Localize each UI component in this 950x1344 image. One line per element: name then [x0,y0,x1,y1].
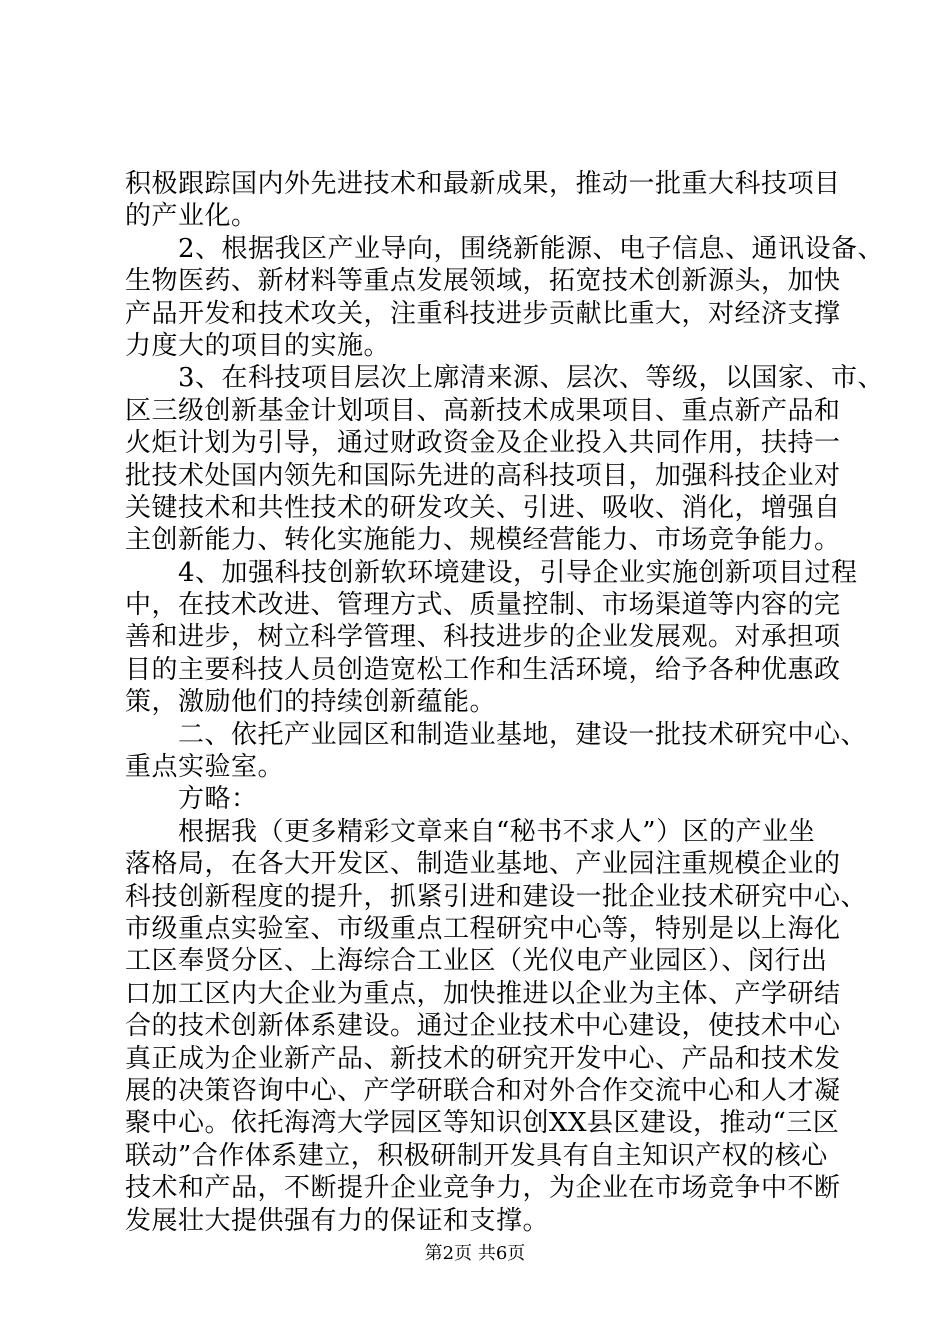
text-line: 中，在技术改进、管理方式、质量控制、市场渠道等内容的完 [125,590,841,621]
text-line: 重点实验室。 [125,752,285,783]
text-line: 的产业化。 [125,201,258,232]
text-line: 善和进步，树立科学管理、科技进步的企业发展观。对承担项 [125,622,841,653]
text-line: 市级重点实验室、市级重点工程研究中心等，特别是以上海化 [125,913,841,944]
text-line: 落格局，在各大开发区、制造业基地、产业园注重规模企业的 [125,849,841,880]
text-line: 工区奉贤分区、上海综合工业区（光仪电产业园区）、闵行出 [125,946,828,977]
text-line: 生物医药、新材料等重点发展领域，拓宽技术创新源头，加快 [125,266,841,297]
text-line: 4、加强科技创新软环境建设，引导企业实施创新项目过程 [125,557,858,588]
text-line: 2、根据我区产业导向，围绕新能源、电子信息、通讯设备、 [125,233,885,264]
text-line: 目的主要科技人员创造宽松工作和生活环境，给予各种优惠政 [125,654,841,685]
text-line: 区三级创新基金计划项目、高新技术成果项目、重点新产品和 [125,395,841,426]
page-number: 第2页 共6页 [424,1243,526,1264]
text-line: 火炬计划为引导，通过财政资金及企业投入共同作用，扶持一 [125,428,841,459]
text-line: 策，激励他们的持续创新蕴能。 [125,687,497,718]
text-line: 技术和产品，不断提升企业竞争力，为企业在市场竞争中不断 [125,1173,841,1204]
text-line: 产品开发和技术攻关，注重科技进步贡献比重大，对经济支撑 [125,298,841,329]
text-line: 科技创新程度的提升，抓紧引进和建设一批企业技术研究中心、 [125,881,868,912]
text-line: 联动”合作体系建立，积极研制开发具有自主知识产权的核心 [125,1140,828,1171]
text-line: 口加工区内大企业为重点，加快推进以企业为主体、产学研结 [125,978,841,1009]
text-line: 根据我（更多精彩文章来自“秘书不求人”）区的产业坐 [125,816,816,847]
text-line: 聚中心。依托海湾大学园区等知识创XX县区建设，推动“三区 [125,1108,840,1139]
text-line: 合的技术创新体系建设。通过企业技术中心建设，使技术中心 [125,1011,841,1042]
document-body [125,168,885,1237]
text-line: 主创新能力、转化实施能力、规模经营能力、市场竞争能力。 [125,525,841,556]
text-line: 发展壮大提供强有力的保证和支撑。 [125,1205,550,1236]
text-line: 3、在科技项目层次上廓清来源、层次、等级，以国家、市、 [125,363,885,394]
text-line: 真正成为企业新产品、新技术的研究开发中心、产品和技术发 [125,1043,841,1074]
text-line: 二、依托产业园区和制造业基地，建设一批技术研究中心、 [125,719,868,750]
text-line: 展的决策咨询中心、产学研联合和对外合作交流中心和人才凝 [125,1075,841,1106]
text-line: 方略： [125,784,258,815]
text-line: 批技术处国内领先和国际先进的高科技项目，加强科技企业对 [125,460,841,491]
text-line: 力度大的项目的实施。 [125,330,391,361]
text-line: 关键技术和共性技术的研发攻关、引进、吸收、消化，增强自 [125,492,841,523]
text-line: 积极跟踪国内外先进技术和最新成果，推动一批重大科技项目 [125,169,841,199]
